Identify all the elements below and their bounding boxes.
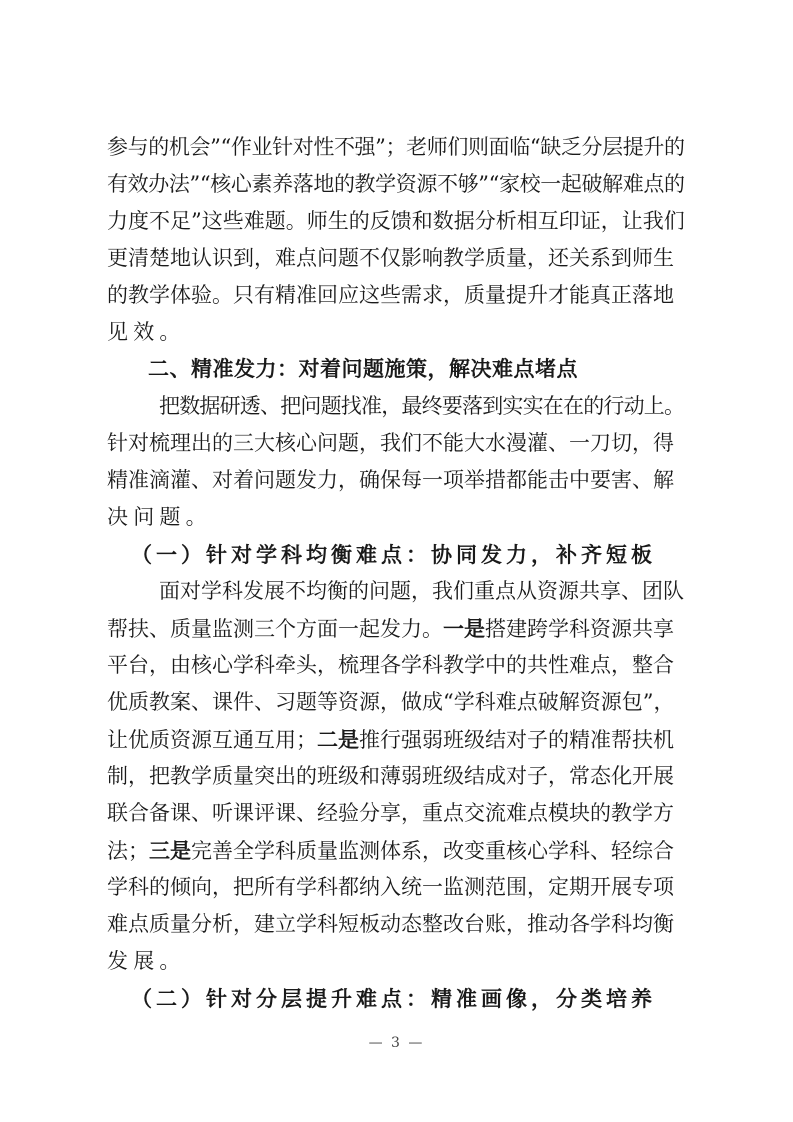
text-line: 决问题。 — [107, 505, 212, 529]
text-span: 帮扶、质量监测三个方面一起发力。 — [107, 617, 443, 641]
text-line — [107, 610, 685, 647]
paragraph-2 — [107, 388, 685, 536]
text-line: 联合备课、听课评课、经验分享，重点交流难点模块的教学方 — [107, 801, 674, 825]
text-line: 平台，由核心学科牵头，梳理各学科教学中的共性难点，整合 — [107, 653, 674, 677]
text-line: 参与的机会”“作业针对性不强”；老师们则面临“缺乏分层提升的 — [107, 135, 685, 159]
text-line: 制，把教学质量突出的班级和薄弱班级结成对子，常态化开展 — [107, 764, 674, 788]
text-span: 让优质资源互通互用； — [107, 728, 317, 752]
text-span: 法； — [107, 839, 149, 863]
page-number: — 3 — — [368, 1035, 425, 1051]
emphasis-second: 二是 — [317, 727, 359, 752]
paragraph-1 — [107, 129, 685, 351]
text-line — [107, 721, 685, 758]
text-line: 力度不足”这些难题。师生的反馈和数据分析相互印证，让我们 — [107, 209, 685, 233]
text-line: 见效。 — [107, 320, 186, 344]
section-heading-2: 二、精准发力：对着问题施策，解决难点堵点 — [148, 357, 578, 381]
text-line: 的教学体验。只有精准回应这些需求，质量提升才能真正落地 — [107, 283, 674, 307]
text-span: 搭建跨学科资源共享 — [484, 617, 674, 641]
text-line: 针对梳理出的三大核心问题，我们不能大水漫灌、一刀切，得 — [107, 431, 674, 455]
text-line: 发展。 — [107, 949, 186, 973]
text-line: 难点质量分析，建立学科短板动态整改台账，推动各学科均衡 — [107, 912, 674, 936]
paragraph-3 — [107, 573, 685, 980]
text-line — [107, 832, 685, 869]
text-line: 面对学科发展不均衡的问题，我们重点从资源共享、团队 — [159, 579, 684, 603]
emphasis-third: 三是 — [149, 838, 191, 863]
text-line: 学科的倾向，把所有学科都纳入统一监测范围，定期开展专项 — [107, 875, 674, 899]
text-line: 把数据研透、把问题找准，最终要落到实实在在的行动上。 — [159, 394, 685, 418]
document-body — [107, 129, 685, 1017]
text-line: 有效办法”“核心素养落地的教学资源不够”“家校一起破解难点的 — [107, 172, 685, 196]
text-span: 完善全学科质量监测体系，改变重核心学科、轻综合 — [191, 839, 674, 863]
text-line: 精准滴灌、对着问题发力，确保每一项举措都能击中要害、解 — [107, 468, 674, 492]
text-span: 推行强弱班级结对子的精准帮扶机 — [359, 728, 674, 752]
emphasis-first: 一是 — [442, 616, 485, 641]
text-line: 优质教案、课件、习题等资源，做成“学科难点破解资源包”， — [107, 690, 675, 714]
subsection-heading-2: （二）针对分层提升难点：精准画像，分类培养 — [131, 986, 656, 1011]
subsection-heading-1: （一）针对学科均衡难点：协同发力，补齐短板 — [131, 542, 656, 567]
text-line: 更清楚地认识到，难点问题不仅影响教学质量，还关系到师生 — [107, 246, 674, 270]
